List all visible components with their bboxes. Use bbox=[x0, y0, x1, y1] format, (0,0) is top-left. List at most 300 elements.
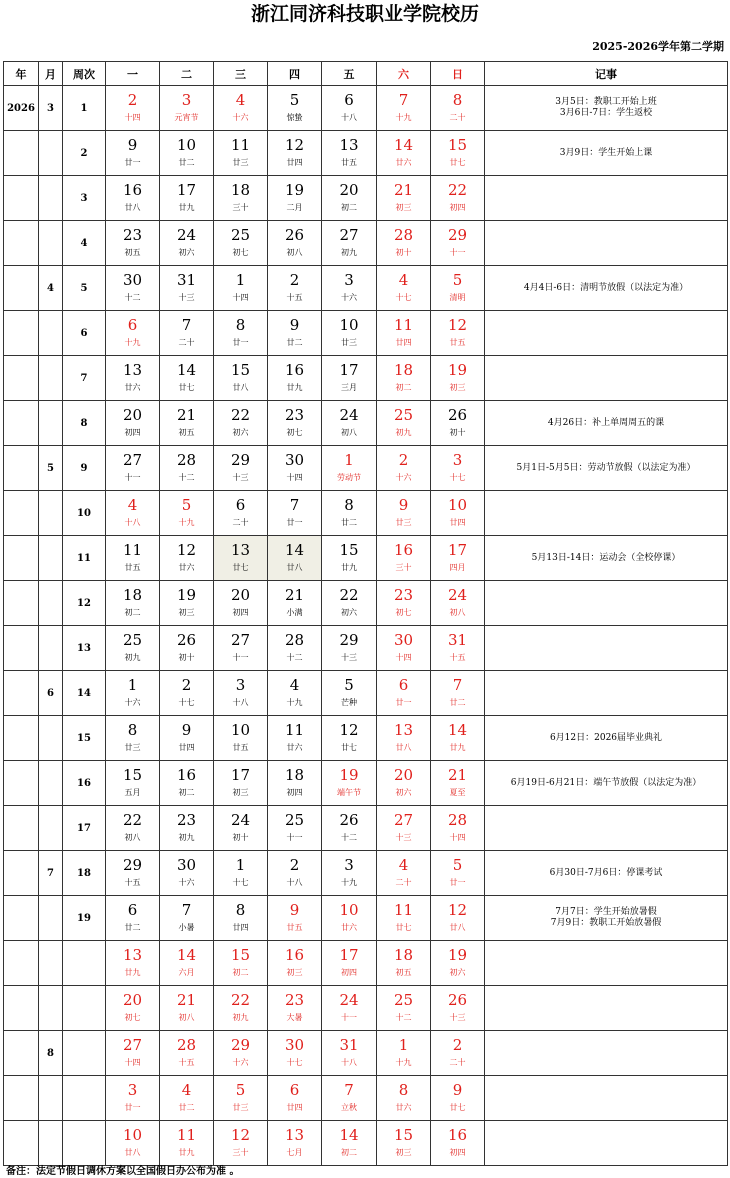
day-cell bbox=[160, 221, 214, 266]
note-item: 5月13日-14日：运动会（全校停课） bbox=[531, 552, 681, 563]
lunar-date: 初三 bbox=[395, 203, 412, 212]
lunar-date: 十一 bbox=[124, 473, 141, 482]
day-cell bbox=[160, 1076, 214, 1121]
lunar-date: 初十 bbox=[395, 248, 412, 257]
day-number: 23 bbox=[284, 406, 305, 424]
day-cell bbox=[106, 626, 160, 671]
day-cell bbox=[377, 311, 431, 356]
lunar-date: 廿六 bbox=[395, 1103, 412, 1112]
lunar-date: 廿三 bbox=[341, 338, 357, 347]
day-cell bbox=[268, 671, 322, 716]
day-cell bbox=[268, 941, 322, 986]
lunar-date: 元宵节 bbox=[174, 113, 199, 122]
day-cell bbox=[322, 761, 377, 806]
month-cell: 5 bbox=[39, 446, 63, 491]
day-cell bbox=[377, 761, 431, 806]
day-number: 2 bbox=[452, 1036, 463, 1054]
week-number: 16 bbox=[63, 761, 106, 806]
lunar-date: 初三 bbox=[449, 383, 466, 392]
day-number: 10 bbox=[447, 496, 468, 514]
week-number: 14 bbox=[63, 671, 106, 716]
day-number: 1 bbox=[235, 271, 246, 289]
lunar-date: 十九 bbox=[178, 518, 195, 527]
day-number: 13 bbox=[339, 136, 359, 154]
lunar-date: 廿三 bbox=[232, 1103, 249, 1112]
day-cell bbox=[160, 986, 214, 1031]
day-cell bbox=[106, 1121, 160, 1166]
lunar-date: 十五 bbox=[178, 1058, 195, 1067]
day-cell bbox=[106, 176, 160, 221]
day-number: 22 bbox=[339, 586, 359, 604]
day-number: 8 bbox=[235, 901, 246, 919]
lunar-date: 十九 bbox=[341, 878, 357, 887]
day-number: 3 bbox=[344, 856, 354, 874]
day-cell bbox=[377, 1076, 431, 1121]
lunar-date: 廿一 bbox=[395, 698, 412, 707]
day-number: 31 bbox=[176, 271, 197, 289]
day-number: 10 bbox=[339, 901, 359, 919]
lunar-date: 十四 bbox=[124, 113, 141, 122]
day-cell bbox=[106, 851, 160, 896]
day-cell bbox=[214, 626, 268, 671]
lunar-date: 十七 bbox=[286, 1058, 303, 1067]
lunar-date: 初五 bbox=[124, 248, 141, 257]
note-item: 6月19日-6月21日：端午节放假（以法定为准） bbox=[510, 777, 702, 788]
month-cell bbox=[39, 311, 63, 356]
day-cell bbox=[377, 221, 431, 266]
lunar-date: 十四 bbox=[124, 1058, 141, 1067]
lunar-date: 初六 bbox=[449, 968, 466, 977]
day-cell bbox=[106, 131, 160, 176]
day-cell bbox=[268, 311, 322, 356]
week-number: 12 bbox=[63, 581, 106, 626]
day-cell bbox=[160, 851, 214, 896]
lunar-date: 廿一 bbox=[124, 1103, 141, 1112]
lunar-date: 初七 bbox=[395, 608, 412, 617]
day-number: 2 bbox=[289, 271, 300, 289]
day-cell bbox=[160, 131, 214, 176]
year-cell bbox=[4, 896, 39, 941]
lunar-date: 初八 bbox=[341, 428, 357, 437]
notes-cell bbox=[485, 986, 728, 1031]
day-number: 2 bbox=[127, 91, 138, 109]
lunar-date: 十四 bbox=[395, 653, 412, 662]
week-row bbox=[4, 401, 728, 446]
lunar-date: 二十 bbox=[449, 1058, 466, 1067]
day-number: 30 bbox=[284, 451, 305, 469]
lunar-date: 十八 bbox=[341, 113, 357, 122]
lunar-date: 廿七 bbox=[232, 563, 249, 572]
day-number: 27 bbox=[230, 631, 251, 649]
day-cell bbox=[214, 581, 268, 626]
lunar-date: 小满 bbox=[286, 608, 303, 617]
day-cell bbox=[160, 626, 214, 671]
lunar-date: 廿四 bbox=[395, 338, 412, 347]
lunar-date: 廿八 bbox=[395, 743, 412, 752]
day-cell bbox=[322, 356, 377, 401]
week-number bbox=[63, 986, 106, 1031]
header-mon: 一 bbox=[106, 62, 160, 86]
lunar-date: 廿八 bbox=[124, 1148, 141, 1157]
day-number: 3 bbox=[344, 271, 354, 289]
day-cell bbox=[106, 491, 160, 536]
day-cell bbox=[214, 311, 268, 356]
day-number: 31 bbox=[447, 631, 468, 649]
day-cell bbox=[160, 536, 214, 581]
lunar-date: 六月 bbox=[178, 968, 195, 977]
day-cell bbox=[431, 446, 485, 491]
day-number: 15 bbox=[230, 361, 251, 379]
lunar-date: 初二 bbox=[341, 1148, 357, 1157]
day-cell bbox=[377, 806, 431, 851]
lunar-date: 廿五 bbox=[232, 743, 249, 752]
lunar-date: 十七 bbox=[449, 473, 466, 482]
day-number: 5 bbox=[452, 856, 463, 874]
day-number: 22 bbox=[230, 406, 251, 424]
day-number: 2 bbox=[181, 676, 192, 694]
day-cell bbox=[160, 896, 214, 941]
day-number: 14 bbox=[339, 1126, 359, 1144]
year-cell bbox=[4, 1076, 39, 1121]
day-cell bbox=[322, 716, 377, 761]
lunar-date: 廿三 bbox=[395, 518, 412, 527]
lunar-date: 十六 bbox=[178, 878, 195, 887]
day-number: 16 bbox=[122, 181, 143, 199]
day-number: 27 bbox=[122, 451, 143, 469]
day-number: 6 bbox=[235, 496, 246, 514]
day-number: 4 bbox=[127, 496, 138, 514]
lunar-date: 十六 bbox=[124, 698, 141, 707]
day-number: 16 bbox=[176, 766, 197, 784]
lunar-date: 十八 bbox=[341, 1058, 357, 1067]
day-cell bbox=[160, 581, 214, 626]
day-number: 1 bbox=[235, 856, 246, 874]
lunar-date: 初十 bbox=[178, 653, 195, 662]
lunar-date: 廿二 bbox=[178, 1103, 195, 1112]
day-cell bbox=[377, 1121, 431, 1166]
day-number: 6 bbox=[344, 91, 354, 109]
day-number: 28 bbox=[176, 1036, 197, 1054]
lunar-date: 十七 bbox=[178, 698, 195, 707]
note-item: 6月12日：2026届毕业典礼 bbox=[549, 732, 663, 743]
month-cell bbox=[39, 131, 63, 176]
day-number: 13 bbox=[122, 946, 143, 964]
day-number: 1 bbox=[398, 1036, 409, 1054]
lunar-date: 廿二 bbox=[178, 158, 195, 167]
day-number: 9 bbox=[452, 1081, 463, 1099]
day-number: 7 bbox=[181, 901, 192, 919]
week-number: 5 bbox=[63, 266, 106, 311]
day-cell bbox=[431, 221, 485, 266]
day-number: 15 bbox=[230, 946, 251, 964]
day-number: 26 bbox=[447, 406, 468, 424]
month-cell bbox=[39, 1121, 63, 1166]
header-week: 周次 bbox=[63, 62, 106, 86]
lunar-date: 初七 bbox=[124, 1013, 141, 1022]
day-cell bbox=[106, 761, 160, 806]
lunar-date: 三十 bbox=[232, 203, 249, 212]
notes-cell bbox=[485, 131, 728, 176]
day-number: 29 bbox=[230, 1036, 251, 1054]
day-number: 27 bbox=[393, 811, 414, 829]
lunar-date: 廿三 bbox=[124, 743, 141, 752]
lunar-date: 廿四 bbox=[178, 743, 195, 752]
day-number: 25 bbox=[393, 991, 414, 1009]
day-cell bbox=[106, 536, 160, 581]
day-cell bbox=[322, 896, 377, 941]
lunar-date: 廿二 bbox=[286, 338, 303, 347]
notes-cell bbox=[485, 761, 728, 806]
month-cell: 6 bbox=[39, 671, 63, 716]
day-cell bbox=[268, 536, 322, 581]
lunar-date: 初九 bbox=[232, 1013, 249, 1022]
lunar-date: 初四 bbox=[286, 788, 303, 797]
day-cell bbox=[214, 986, 268, 1031]
day-number: 22 bbox=[447, 181, 468, 199]
notes-cell bbox=[485, 806, 728, 851]
day-number: 28 bbox=[176, 451, 197, 469]
lunar-date: 初五 bbox=[395, 968, 412, 977]
note-item: 5月1日-5月5日：劳动节放假（以法定为准） bbox=[516, 462, 696, 473]
day-number: 16 bbox=[393, 541, 414, 559]
lunar-date: 廿五 bbox=[449, 338, 466, 347]
day-cell bbox=[431, 176, 485, 221]
day-cell bbox=[268, 221, 322, 266]
day-cell bbox=[322, 131, 377, 176]
day-cell bbox=[431, 401, 485, 446]
day-number: 30 bbox=[284, 1036, 305, 1054]
week-row bbox=[4, 626, 728, 671]
day-number: 5 bbox=[235, 1081, 246, 1099]
lunar-date: 初八 bbox=[178, 1013, 195, 1022]
day-cell bbox=[322, 626, 377, 671]
lunar-date: 廿七 bbox=[449, 1103, 466, 1112]
lunar-date: 廿九 bbox=[178, 203, 195, 212]
day-number: 18 bbox=[393, 946, 414, 964]
day-cell bbox=[431, 1076, 485, 1121]
day-cell bbox=[431, 671, 485, 716]
day-number: 29 bbox=[447, 226, 468, 244]
lunar-date: 十六 bbox=[341, 293, 357, 302]
week-number: 18 bbox=[63, 851, 106, 896]
year-cell bbox=[4, 401, 39, 446]
day-number: 16 bbox=[447, 1126, 468, 1144]
day-cell bbox=[268, 761, 322, 806]
lunar-date: 十三 bbox=[178, 293, 195, 302]
lunar-date: 十四 bbox=[286, 473, 303, 482]
day-cell bbox=[160, 806, 214, 851]
day-cell bbox=[268, 131, 322, 176]
day-number: 19 bbox=[284, 181, 305, 199]
month-cell bbox=[39, 626, 63, 671]
note-item: 3月9日：学生开始上课 bbox=[559, 147, 653, 158]
day-cell bbox=[268, 1031, 322, 1076]
day-number: 8 bbox=[344, 496, 354, 514]
day-cell bbox=[160, 311, 214, 356]
day-cell bbox=[431, 806, 485, 851]
day-cell bbox=[268, 626, 322, 671]
lunar-date: 廿二 bbox=[449, 698, 466, 707]
day-number: 3 bbox=[235, 676, 246, 694]
day-cell bbox=[214, 761, 268, 806]
day-number: 14 bbox=[447, 721, 468, 739]
day-cell bbox=[431, 266, 485, 311]
day-number: 5 bbox=[289, 91, 300, 109]
lunar-date: 十二 bbox=[178, 473, 195, 482]
lunar-date: 廿四 bbox=[232, 923, 249, 932]
week-row bbox=[4, 1076, 728, 1121]
notes-cell bbox=[485, 1031, 728, 1076]
day-cell bbox=[268, 851, 322, 896]
lunar-date: 十二 bbox=[286, 653, 303, 662]
lunar-date: 初二 bbox=[395, 383, 412, 392]
lunar-date: 三十 bbox=[395, 563, 412, 572]
week-number: 8 bbox=[63, 401, 106, 446]
day-number: 24 bbox=[339, 991, 359, 1009]
notes-cell bbox=[485, 536, 728, 581]
week-number: 2 bbox=[63, 131, 106, 176]
day-cell bbox=[106, 446, 160, 491]
week-row bbox=[4, 671, 728, 716]
day-number: 13 bbox=[284, 1126, 305, 1144]
lunar-date: 廿七 bbox=[178, 383, 195, 392]
week-number bbox=[63, 1076, 106, 1121]
lunar-date: 初六 bbox=[341, 608, 357, 617]
year-cell bbox=[4, 221, 39, 266]
lunar-date: 廿二 bbox=[124, 923, 141, 932]
day-number: 28 bbox=[393, 226, 414, 244]
week-row bbox=[4, 491, 728, 536]
month-cell: 4 bbox=[39, 266, 63, 311]
day-cell bbox=[431, 311, 485, 356]
day-number: 5 bbox=[344, 676, 354, 694]
day-cell bbox=[377, 1031, 431, 1076]
lunar-date: 初四 bbox=[341, 968, 357, 977]
day-number: 3 bbox=[127, 1081, 138, 1099]
year-cell bbox=[4, 446, 39, 491]
notes-cell bbox=[485, 176, 728, 221]
lunar-date: 初二 bbox=[178, 788, 195, 797]
week-row bbox=[4, 716, 728, 761]
day-number: 18 bbox=[284, 766, 305, 784]
day-cell bbox=[106, 941, 160, 986]
day-number: 6 bbox=[127, 901, 138, 919]
day-cell bbox=[322, 86, 377, 131]
day-cell bbox=[322, 491, 377, 536]
day-cell bbox=[160, 491, 214, 536]
day-number: 28 bbox=[447, 811, 468, 829]
week-row bbox=[4, 266, 728, 311]
day-number: 26 bbox=[176, 631, 197, 649]
day-cell bbox=[106, 581, 160, 626]
day-number: 11 bbox=[393, 316, 414, 334]
day-cell bbox=[214, 671, 268, 716]
day-number: 19 bbox=[447, 361, 468, 379]
week-row bbox=[4, 851, 728, 896]
day-cell bbox=[268, 1121, 322, 1166]
day-cell bbox=[431, 761, 485, 806]
day-number: 4 bbox=[235, 91, 246, 109]
day-number: 19 bbox=[447, 946, 468, 964]
header-tue: 二 bbox=[160, 62, 214, 86]
day-cell bbox=[377, 176, 431, 221]
lunar-date: 初三 bbox=[395, 1148, 412, 1157]
year-cell bbox=[4, 716, 39, 761]
day-number: 27 bbox=[122, 1036, 143, 1054]
day-number: 17 bbox=[230, 766, 251, 784]
day-number: 6 bbox=[127, 316, 138, 334]
lunar-date: 初九 bbox=[395, 428, 412, 437]
day-cell bbox=[268, 86, 322, 131]
year-cell bbox=[4, 311, 39, 356]
day-number: 20 bbox=[122, 991, 143, 1009]
week-number: 3 bbox=[63, 176, 106, 221]
day-cell bbox=[377, 356, 431, 401]
month-cell bbox=[39, 1076, 63, 1121]
month-cell: 8 bbox=[39, 1031, 63, 1076]
day-number: 20 bbox=[393, 766, 414, 784]
month-cell bbox=[39, 941, 63, 986]
lunar-date: 初四 bbox=[124, 428, 141, 437]
day-number: 6 bbox=[289, 1081, 300, 1099]
lunar-date: 廿三 bbox=[232, 158, 249, 167]
note-item: 6月30日-7月6日：停课考试 bbox=[549, 867, 663, 878]
year-cell bbox=[4, 356, 39, 401]
notes-cell bbox=[485, 716, 728, 761]
lunar-date: 廿八 bbox=[286, 563, 303, 572]
day-number: 2 bbox=[289, 856, 300, 874]
lunar-date: 十二 bbox=[124, 293, 141, 302]
day-cell bbox=[377, 401, 431, 446]
lunar-date: 初九 bbox=[178, 833, 195, 842]
lunar-date: 十五 bbox=[286, 293, 303, 302]
notes-cell bbox=[485, 581, 728, 626]
week-row bbox=[4, 221, 728, 266]
day-cell bbox=[322, 671, 377, 716]
day-cell bbox=[431, 536, 485, 581]
day-cell bbox=[322, 401, 377, 446]
lunar-date: 十六 bbox=[395, 473, 412, 482]
week-row bbox=[4, 806, 728, 851]
lunar-date: 十七 bbox=[395, 293, 412, 302]
header-fri: 五 bbox=[322, 62, 377, 86]
lunar-date: 十九 bbox=[395, 113, 412, 122]
day-cell bbox=[160, 671, 214, 716]
day-number: 4 bbox=[181, 1081, 192, 1099]
notes-cell bbox=[485, 446, 728, 491]
day-number: 12 bbox=[447, 316, 468, 334]
lunar-date: 初六 bbox=[232, 428, 249, 437]
year-cell bbox=[4, 536, 39, 581]
lunar-date: 十九 bbox=[286, 698, 303, 707]
day-number: 26 bbox=[339, 811, 359, 829]
day-number: 11 bbox=[284, 721, 305, 739]
lunar-date: 十一 bbox=[232, 653, 249, 662]
day-cell bbox=[268, 986, 322, 1031]
day-number: 1 bbox=[127, 676, 138, 694]
day-cell bbox=[160, 401, 214, 446]
lunar-date: 廿七 bbox=[395, 923, 412, 932]
year-cell bbox=[4, 1121, 39, 1166]
day-cell bbox=[106, 716, 160, 761]
day-number: 8 bbox=[452, 91, 463, 109]
day-cell bbox=[214, 536, 268, 581]
week-number: 10 bbox=[63, 491, 106, 536]
day-cell bbox=[160, 761, 214, 806]
day-cell bbox=[322, 536, 377, 581]
lunar-date: 十三 bbox=[449, 1013, 466, 1022]
month-cell bbox=[39, 356, 63, 401]
